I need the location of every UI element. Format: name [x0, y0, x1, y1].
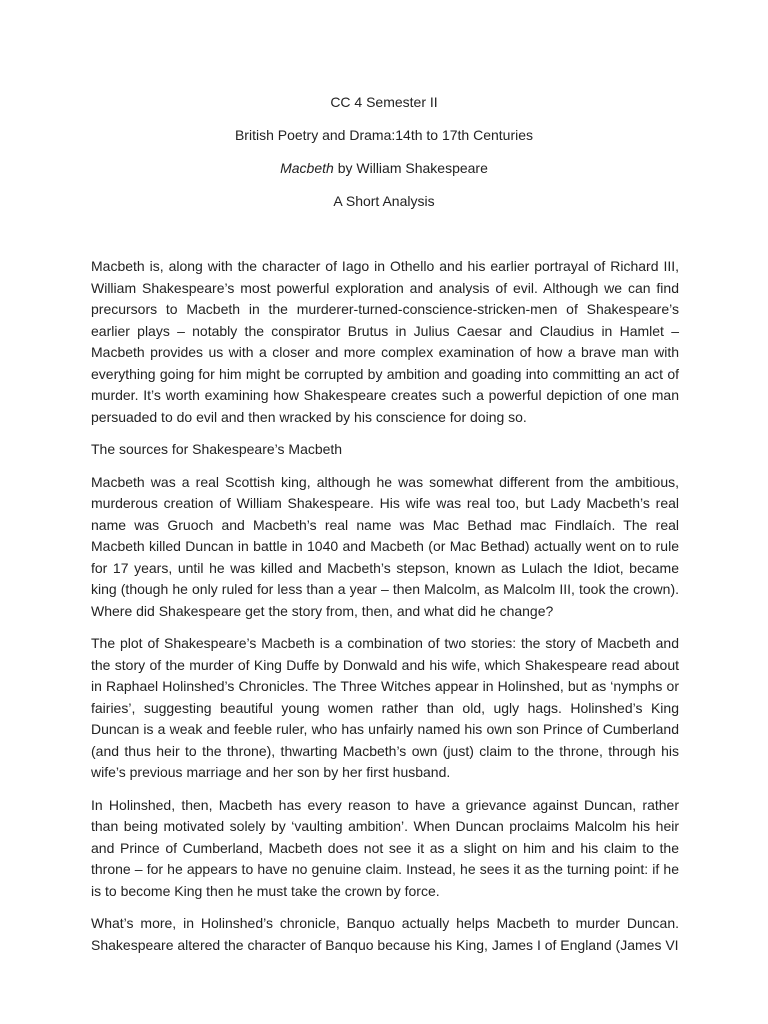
author-byline: by William Shakespeare	[333, 160, 488, 176]
play-title: Macbeth	[280, 160, 334, 176]
work-title	[0, 159, 768, 177]
document-subtitle: A Short Analysis	[333, 193, 435, 209]
paragraph-plot-sources: The plot of Shakespeare’s Macbeth is a combination of two stories: the story of Macbeth and the story of the murder of King Duffe by Donwald and his wife, which Shakespeare read about in Raphael Holinshed’s Chronicles. The Three Witches appear in Holinshed, but as ‘nymphs or fairies’, suggesting beautiful young women rather than old, ugly hags. Holinshed’s King Duncan is a weak and feeble ruler, who has unfairly named his own son Prince of Cumberland (and thus heir to the throne), thwarting Macbeth’s own (just) claim to the throne, through his wife’s previous marriage and her son by her first husband.	[91, 635, 679, 780]
section-heading: The sources for Shakespeare’s Macbeth	[91, 441, 343, 457]
course-code: CC 4 Semester II	[330, 94, 438, 110]
document-body	[91, 256, 679, 967]
paragraph-holinshed: In Holinshed, then, Macbeth has every reason to have a grievance against Duncan, rather than being motivated solely by ‘vaulting ambition’. When Duncan proclaims Malcolm his heir and Prince of Cumberland, Macbeth does not see it as a slight on him and his claim to the throne – for he appears to have no genuine claim. Instead, he sees it as the turning point: if he is to become King then he must take the crown by force.	[91, 796, 679, 899]
paragraph-intro: Macbeth is, along with the character of Iago in Othello and his earlier portrayal of Richard III, William Shakespeare’s most powerful exploration and analysis of evil. Although we can find precursors to Macbeth in the murderer-turned-conscience-stricken-men of Shakespeare’s earlier plays – notably the conspirator Brutus in Julius Caesar and Claudius in Hamlet – Macbeth provides us with a closer and more complex examination of how a brave man with everything going for him might be corrupted by ambition and goading into committing an act of murder. It’s worth examining how Shakespeare creates such a powerful depiction of one man persuaded to do evil and then wracked by his conscience for doing so.	[91, 258, 679, 425]
course-title: British Poetry and Drama:14th to 17th Centuries	[234, 127, 534, 143]
paragraph-real-macbeth: Macbeth was a real Scottish king, although he was somewhat different from the ambitious, murderous creation of William Shakespeare. His wife was real too, but Lady Macbeth’s real name was Gruoch and Macbeth’s real name was Mac Bethad mac Findlaích. The real Macbeth killed Duncan in battle in 1040 and Macbeth (or Mac Bethad) actually went on to rule for 17 years, until he was killed and Macbeth’s stepson, known as Lulach the Idiot, became king (though he only ruled for less than a year – then Malcolm, as Malcolm III, took the crown). Where did Shakespeare get the story from, then, and what did he change?	[91, 473, 679, 619]
paragraph-banquo: What’s more, in Holinshed’s chronicle, Banquo actually helps Macbeth to murder Duncan. Shakespeare altered the character of Banquo because his King, James I of England (James VI	[91, 915, 679, 953]
